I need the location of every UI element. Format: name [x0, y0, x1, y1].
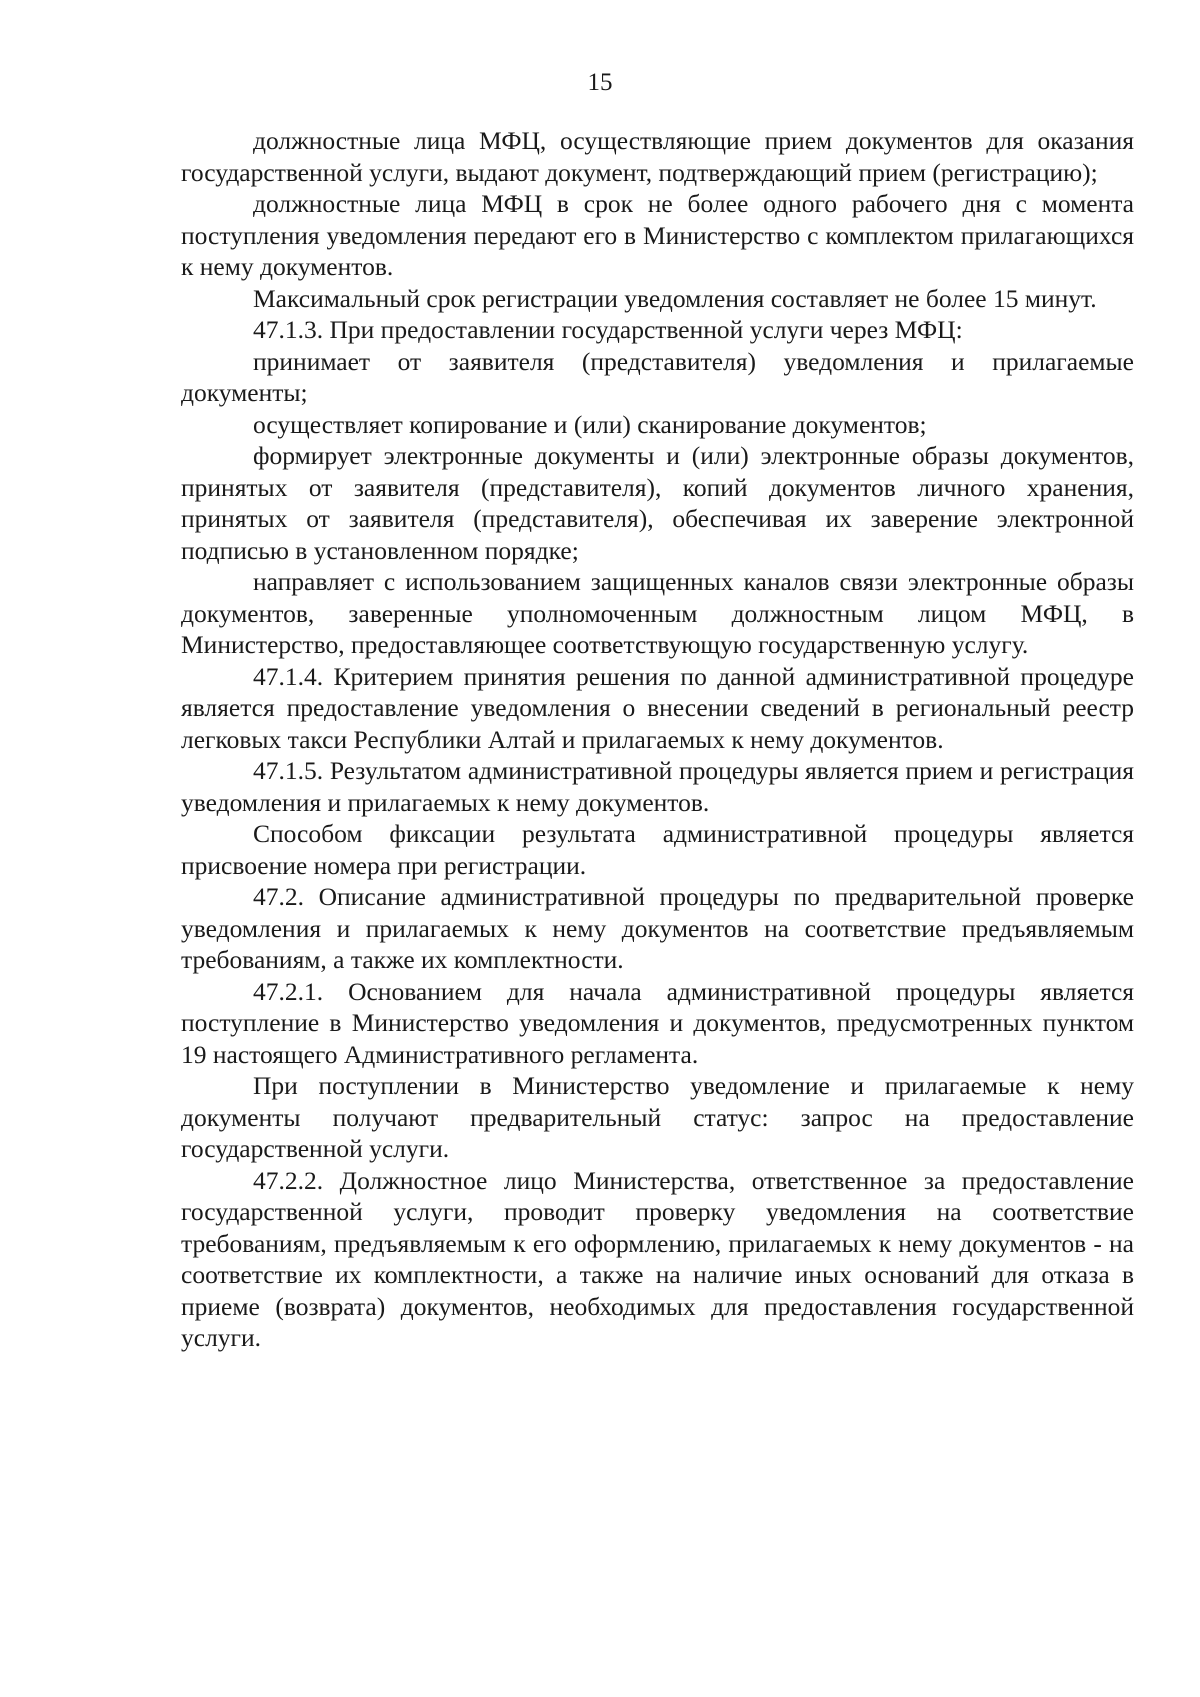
- paragraph-mfc-transfer: должностные лица МФЦ в срок не более одного рабочего дня с момента поступления уведомления передают его в Министерство с комплектом прилагающихся к нему документов.: [181, 189, 1134, 281]
- paragraph-registration-time: Максимальный срок регистрации уведомления составляет не более 15 минут.: [253, 283, 1097, 313]
- paragraph-fixation-method: Способом фиксации результата административной процедуры является присвоение номера при регистрации.: [181, 819, 1134, 880]
- paragraph-47-1-3: 47.1.3. При предоставлении государственной услуги через МФЦ:: [253, 315, 963, 344]
- paragraph-copying-scanning: осуществляет копирование и (или) сканирование документов;: [253, 409, 927, 439]
- paragraph-accepts-notifications: принимает от заявителя (представителя) уведомления и прилагаемые документы;: [181, 346, 1134, 407]
- paragraph-forms-electronic-documents: формирует электронные документы и (или) электронные образы документов, принятых от заявителя (представителя), копий документов личного хранения, принятых от заявителя (представителя), обеспечивая их заверение электронной подписью в установленном порядке;: [181, 441, 1134, 565]
- paragraph-47-2: 47.2. Описание административной процедуры по предварительной проверке уведомления и прилагаемых к нему документов на соответствие предъявляемым требованиям, а также их комплектности.: [181, 882, 1134, 974]
- paragraph-47-2-1: 47.2.1. Основанием для начала административной процедуры является поступление в Министерство уведомления и документов, предусмотренных пунктом 19 настоящего Административного регламента.: [181, 976, 1134, 1069]
- document-body: [181, 125, 1134, 1354]
- paragraph-preliminary-status: При поступлении в Министерство уведомление и прилагаемые к нему документы получают предварительный статус: запрос на предоставление государственной услуги.: [181, 1071, 1134, 1163]
- paragraph-sends-via-secure-channels: направляет с использованием защищенных каналов связи электронные образы документов, заверенные уполномоченным должностным лицом МФЦ, в Министерство, предоставляющее соответствующую государственную услугу.: [181, 567, 1134, 659]
- paragraph-mfc-officials-receipt: должностные лица МФЦ, осуществляющие прием документов для оказания государственной услуги, выдают документ, подтверждающий прием (регистрацию);: [181, 126, 1134, 187]
- page-number: 15: [587, 69, 613, 96]
- paragraph-47-1-4: 47.1.4. Критерием принятия решения по данной административной процедуре является предоставление уведомления о внесении сведений в региональный реестр легковых такси Республики Алтай и прилагаемых к нему документов.: [181, 661, 1134, 754]
- paragraph-47-1-5: 47.1.5. Результатом административной процедуры является прием и регистрация уведомления и прилагаемых к нему документов.: [181, 756, 1134, 817]
- paragraph-47-2-2: 47.2.2. Должностное лицо Министерства, ответственное за предоставление государственной услуги, проводит проверку уведомления на соответствие требованиям, предъявляемым к его оформлению, прилагаемых к нему документов - на соответствие их комплектности, а также на наличие иных оснований для отказа в приеме (возврата) документов, необходимых для предоставления государственной услуги.: [181, 1165, 1134, 1352]
